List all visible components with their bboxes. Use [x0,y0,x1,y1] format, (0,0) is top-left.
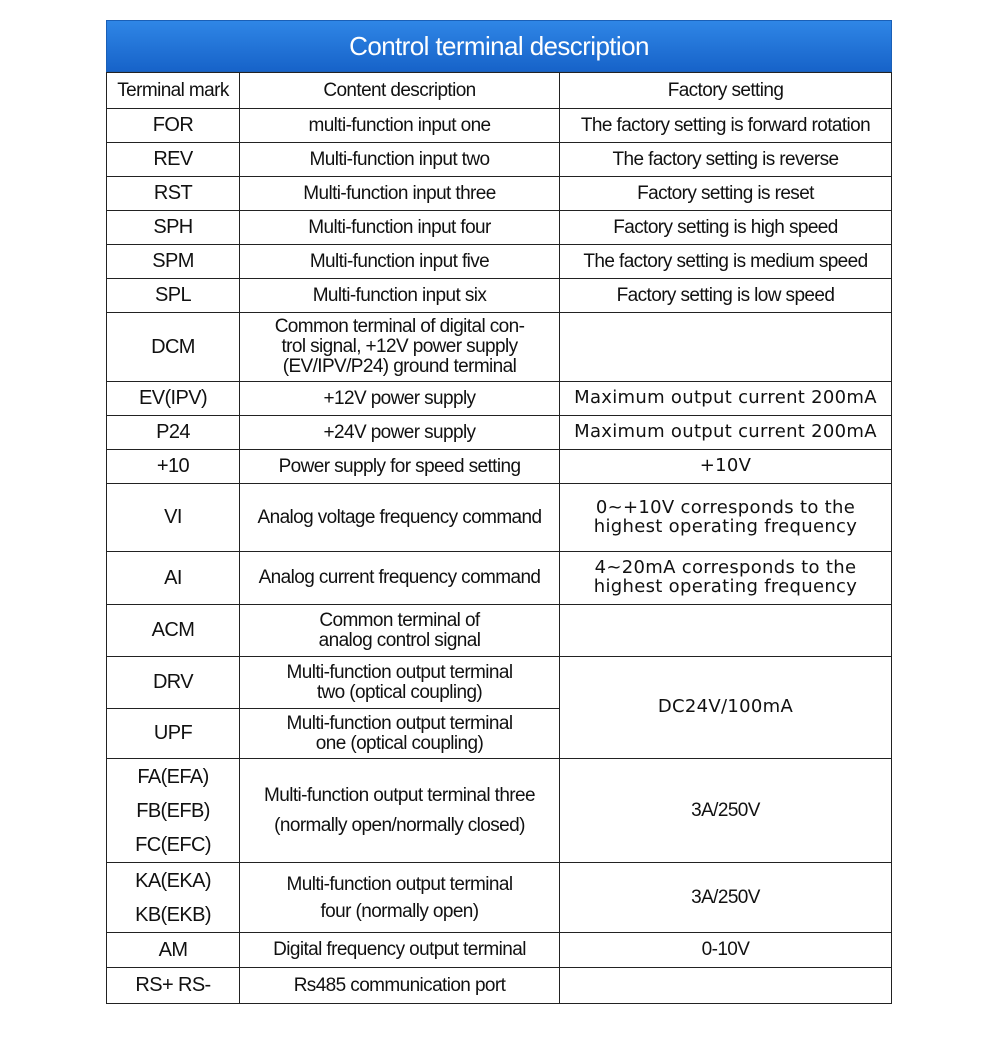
table-row [107,109,892,143]
table-row [107,552,892,605]
terminal-line: FC(EFC) [135,833,211,856]
terminal-cell: P24 [107,416,240,450]
content-cell: Digital frequency output terminal [240,933,560,968]
terminal-cell: ACM [107,605,240,657]
terminal-cell: SPL [107,279,240,313]
terminal-line: FA(EFA) [137,765,209,788]
content-cell: Power supply for speed setting [240,450,560,484]
terminal-cell: FOR [107,109,240,143]
content-cell [240,605,560,657]
content-cell: Analog voltage frequency command [240,484,560,552]
table-row [107,382,892,416]
content-line: four (normally open) [320,900,479,922]
table-row [107,313,892,382]
factory-cell: Factory setting is reset [560,177,892,211]
content-cell [240,759,560,863]
header-content: Content description [240,73,560,109]
terminal-cell: VI [107,484,240,552]
terminal-cell: DCM [107,313,240,382]
factory-line: highest operating frequency [593,515,858,537]
terminal-cell: RS+ RS- [107,968,240,1004]
table-row [107,484,892,552]
content-line: Common terminal of [319,609,480,631]
terminal-line: FB(EFB) [136,799,210,822]
content-cell: Analog current frequency command [240,552,560,605]
factory-cell: Maximum output current 200mA [560,382,892,416]
content-line: (EV/IPV/P24) ground terminal [282,355,517,377]
content-cell: Multi-function input three [240,177,560,211]
table-row [107,450,892,484]
content-line: Common terminal of digital con- [274,316,525,338]
terminal-cell: RST [107,177,240,211]
factory-cell [560,552,892,605]
table-row [107,933,892,968]
terminal-cell: EV(IPV) [107,382,240,416]
terminal-cell: DRV [107,657,240,709]
table-row [107,968,892,1004]
terminal-cell [107,863,240,933]
factory-cell [560,605,892,657]
content-cell: +24V power supply [240,416,560,450]
table-row [107,245,892,279]
content-cell: multi-function input one [240,109,560,143]
terminal-sheet [106,20,892,1004]
terminal-cell: SPH [107,211,240,245]
table-row [107,143,892,177]
factory-cell: The factory setting is reverse [560,143,892,177]
content-cell: +12V power supply [240,382,560,416]
terminal-line: KA(EKA) [135,869,211,892]
factory-cell: Maximum output current 200mA [560,416,892,450]
content-cell: Rs485 communication port [240,968,560,1004]
factory-cell: +10V [560,450,892,484]
terminal-cell [107,759,240,863]
terminal-cell: AI [107,552,240,605]
factory-cell: The factory setting is forward rotation [560,109,892,143]
table-row [107,279,892,313]
content-cell: Multi-function input two [240,143,560,177]
factory-cell: DC24V/100mA [560,657,892,759]
factory-cell: Factory setting is low speed [560,279,892,313]
terminal-cell: SPM [107,245,240,279]
header-row [107,73,892,109]
content-cell: Multi-function input four [240,211,560,245]
content-line: trol signal, +12V power supply [281,336,518,358]
content-line: Multi-function output terminal [286,873,513,895]
title-banner [106,20,892,72]
content-cell [240,313,560,382]
content-cell: Multi-function input five [240,245,560,279]
terminal-cell: AM [107,933,240,968]
factory-cell: 0-10V [560,933,892,968]
header-terminal: Terminal mark [107,73,240,109]
terminal-cell: REV [107,143,240,177]
factory-cell: Factory setting is high speed [560,211,892,245]
content-line: (normally open/normally closed) [274,814,525,836]
content-line: Multi-function output terminal [286,712,513,734]
content-cell [240,863,560,933]
factory-cell: The factory setting is medium speed [560,245,892,279]
table-row [107,657,892,709]
terminal-cell: UPF [107,709,240,759]
content-cell [240,709,560,759]
table-row [107,605,892,657]
table-row [107,416,892,450]
factory-cell [560,484,892,552]
factory-cell [560,968,892,1004]
terminal-cell: +10 [107,450,240,484]
factory-cell: 3A/250V [560,863,892,933]
header-factory: Factory setting [560,73,892,109]
content-line: Multi-function output terminal [286,661,513,683]
table-row [107,177,892,211]
factory-cell [560,313,892,382]
content-line: two (optical coupling) [316,681,483,703]
factory-line: highest operating frequency [593,576,858,597]
terminal-line: KB(EKB) [135,903,211,926]
table-row [107,759,892,863]
terminal-table [106,72,892,1004]
content-line: analog control signal [318,629,481,651]
content-line: Multi-function output terminal three [264,784,535,806]
factory-cell: 3A/250V [560,759,892,863]
table-row [107,863,892,933]
content-cell [240,657,560,709]
content-line: one (optical coupling) [315,732,484,754]
page-title: Control terminal description [349,30,649,61]
factory-line: 0~+10V corresponds to the [595,496,856,518]
table-row [107,211,892,245]
content-cell: Multi-function input six [240,279,560,313]
factory-line: 4~20mA corresponds to the [594,557,857,579]
